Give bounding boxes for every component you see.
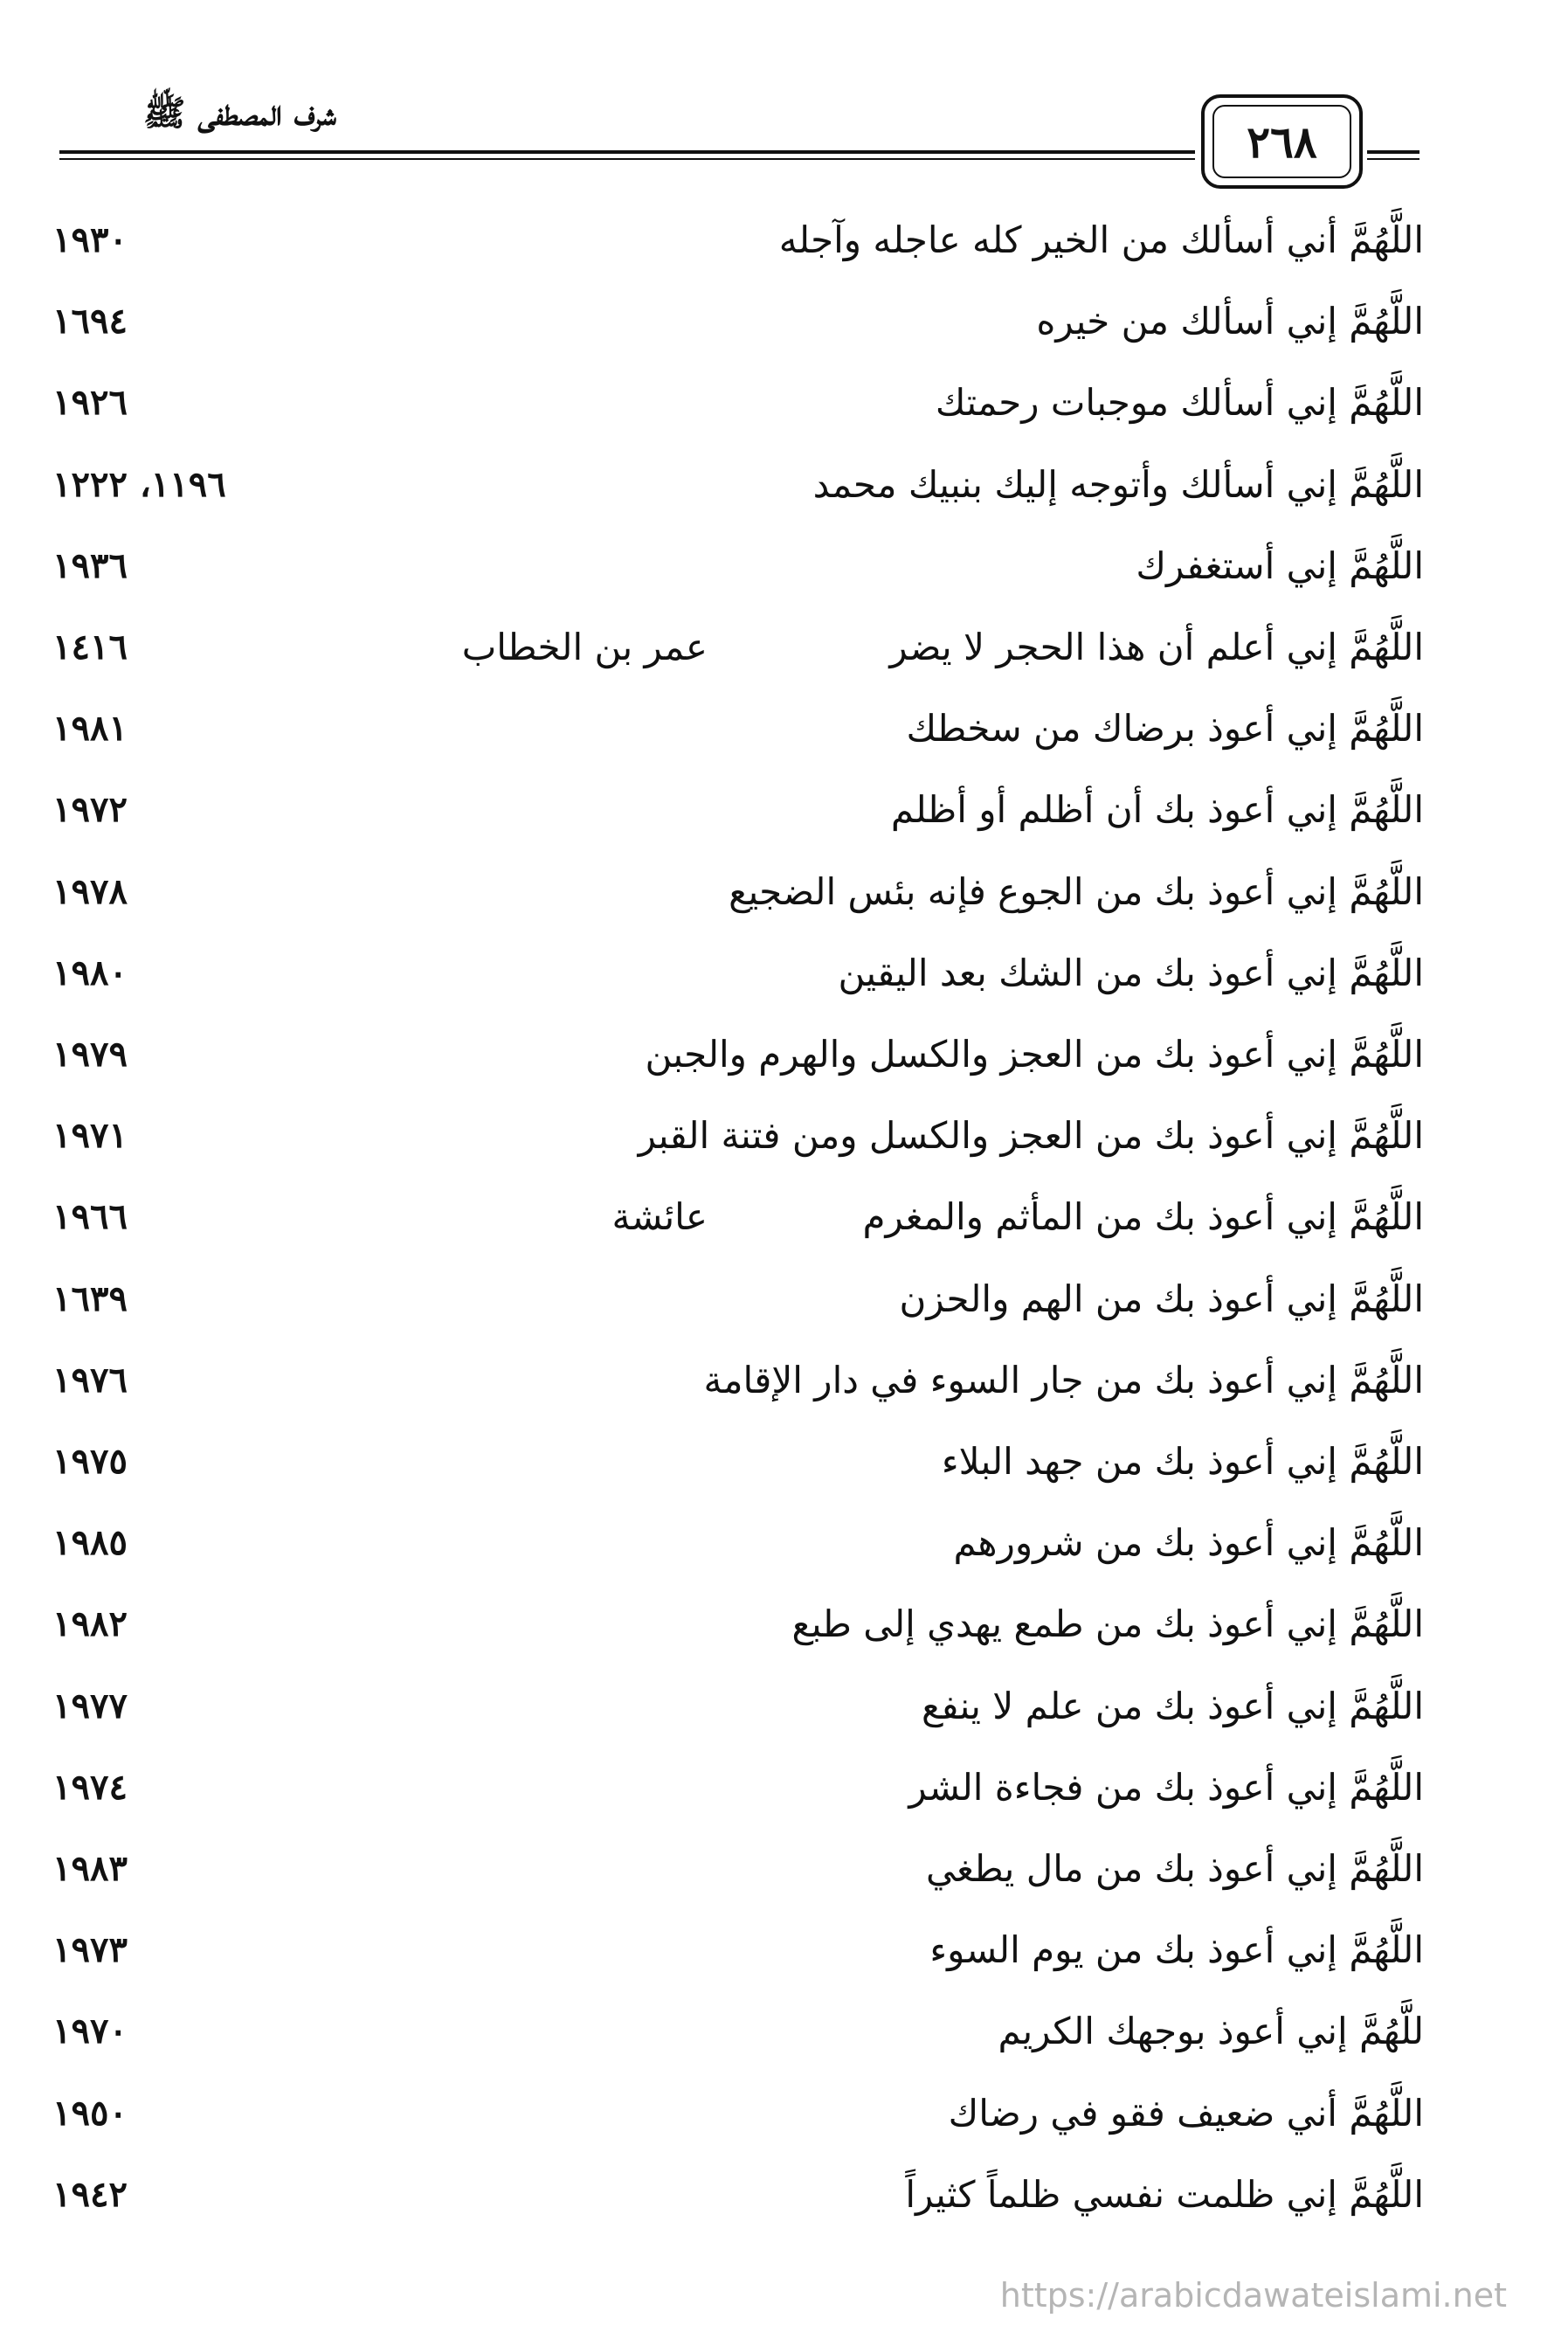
entry-text: اللَّهُمَّ إني أعوذ بك من المأثم والمغرم — [862, 1195, 1424, 1239]
index-entry — [52, 606, 1424, 689]
index-entry — [52, 199, 1424, 281]
entry-reference-number: ١٩٨٥ — [52, 1522, 128, 1564]
entry-reference-number: ١٤١٦ — [52, 626, 128, 668]
entry-text: اللَّهُمَّ إني أعوذ بك من العجز والكسل ومن فتنة القبر — [638, 1114, 1424, 1158]
index-entry — [52, 1747, 1424, 1829]
index-entry — [52, 688, 1424, 770]
index-entry — [52, 1095, 1424, 1177]
entry-text: اللَّهُمَّ إني أعوذ بك من فجاءة الشر — [908, 1765, 1424, 1809]
index-entry — [52, 1014, 1424, 1096]
entry-reference-number: ١٩٨١ — [52, 708, 128, 750]
entry-text: اللَّهُمَّ إني أعوذ بك من الهم والحزن — [899, 1277, 1424, 1320]
entry-text: اللَّهُمَّ إني ظلمت نفسي ظلماً كثيراً — [905, 2172, 1424, 2216]
entry-text: اللَّهُمَّ إني أعوذ بك من طمع يهدي إلى طبع — [791, 1602, 1424, 1646]
index-entry — [52, 1665, 1424, 1747]
entry-reference-number: ١٩٧٤ — [52, 1766, 128, 1808]
book-title: شرف المصطفى ﷺ — [143, 93, 336, 134]
entry-text: اللَّهُمَّ إني أسألك موجبات رحمتك — [935, 381, 1424, 425]
entry-reference-number: ١٩٧٦ — [52, 1359, 128, 1401]
page-number: ٢٦٨ — [1212, 105, 1351, 178]
index-entry — [52, 1990, 1424, 2073]
entry-reference-number: ١٩٧٣ — [52, 1929, 128, 1971]
entry-text: اللَّهُمَّ إني أعوذ بك من جهد البلاء — [941, 1440, 1424, 1483]
index-entry — [52, 2073, 1424, 2155]
entry-text: اللَّهُمَّ إني أعوذ بك من الشك بعد اليقين — [838, 951, 1424, 994]
entry-reference-number: ١٩٥٠ — [52, 2092, 128, 2134]
index-entry — [52, 1176, 1424, 1258]
index-entry — [52, 362, 1424, 444]
entry-text: اللَّهُمَّ إني أسألك وأتوجه إليك بنبيك محمد — [812, 462, 1424, 506]
entry-text: اللَّهُمَّ إني أعوذ بك من مال يطغي — [925, 1847, 1424, 1890]
watermark-url: https://arabicdawateislami.net — [999, 2276, 1507, 2315]
index-entry — [52, 1828, 1424, 1910]
index-entry — [52, 769, 1424, 851]
index-entry — [52, 1909, 1424, 1991]
entry-reference-number: ١٩٣٦ — [52, 544, 128, 586]
entry-text: اللَّهُمَّ إني أستغفرك — [1136, 543, 1424, 587]
entry-reference-number: ١١٩٦، ١٢٢٢ — [52, 463, 226, 505]
entry-reference-number: ١٩٨٢ — [52, 1603, 128, 1645]
entry-reference-number: ١٩٨٣ — [52, 1848, 128, 1889]
entry-reference-number: ١٩٧٩ — [52, 1034, 128, 1075]
entry-narrator: عائشة — [611, 1195, 708, 1239]
entry-text: اللَّهُمَّ إني أعوذ بك من علم لا ينفع — [921, 1684, 1424, 1727]
index-entry — [52, 444, 1424, 526]
entry-reference-number: ١٩٧٠ — [52, 2010, 128, 2052]
entry-reference-number: ١٩٦٦ — [52, 1196, 128, 1238]
entry-text: اللَّهُمَّ إني أسألك من خيره — [1036, 300, 1424, 343]
entry-narrator: عمر بن الخطاب — [461, 626, 708, 668]
entry-text: اللَّهُمَّ إني أعوذ بك أن أظلم أو أظلم — [890, 788, 1424, 832]
entry-text: اللَّهُمَّ إني أعوذ بك من جار السوء في دار الإقامة — [703, 1358, 1424, 1401]
entry-reference-number: ١٦٣٩ — [52, 1277, 128, 1319]
entry-text: للَّهُمَّ إني أعوذ بوجهك الكريم — [998, 2010, 1424, 2053]
entry-reference-number: ١٩٣٠ — [52, 219, 128, 260]
index-entry — [52, 851, 1424, 933]
entry-text: اللَّهُمَّ أني ضعيف فقو في رضاك — [948, 2091, 1424, 2135]
entry-reference-number: ١٩٧٨ — [52, 870, 128, 912]
entry-reference-number: ١٩٤٢ — [52, 2173, 128, 2215]
entry-reference-number: ١٦٩٤ — [52, 301, 128, 343]
index-entry — [52, 1421, 1424, 1503]
entry-text: اللَّهُمَّ أني أسألك من الخير كله عاجله وآجله — [778, 218, 1424, 261]
entry-reference-number: ١٩٧٥ — [52, 1441, 128, 1482]
entry-reference-number: ١٩٧٧ — [52, 1685, 128, 1727]
index-entry — [52, 1502, 1424, 1584]
entry-text: اللَّهُمَّ إني أعلم أن هذا الحجر لا يضر — [889, 626, 1424, 668]
entry-reference-number: ١٩٧١ — [52, 1115, 128, 1157]
index-entry — [52, 1258, 1424, 1340]
index-entry — [52, 525, 1424, 607]
entry-text: اللَّهُمَّ إني أعوذ بك من يوم السوء — [929, 1928, 1424, 1972]
index-entry — [52, 2154, 1424, 2236]
entry-reference-number: ١٩٨٠ — [52, 952, 128, 993]
index-entry — [52, 280, 1424, 363]
index-entry — [52, 1583, 1424, 1665]
entry-text: اللَّهُمَّ إني أعوذ بك من شرورهم — [953, 1521, 1424, 1565]
entry-text: اللَّهُمَّ إني أعوذ بك من الجوع فإنه بئس الضجيع — [729, 869, 1424, 913]
index-entry — [52, 1339, 1424, 1422]
entry-text: اللَّهُمَّ إني أعوذ برضاك من سخطك — [906, 707, 1424, 751]
entry-reference-number: ١٩٧٢ — [52, 789, 128, 831]
entry-text: اللَّهُمَّ إني أعوذ بك من العجز والكسل والهرم والجبن — [645, 1033, 1424, 1076]
entry-reference-number: ١٩٢٦ — [52, 382, 128, 424]
index-entry — [52, 932, 1424, 1014]
